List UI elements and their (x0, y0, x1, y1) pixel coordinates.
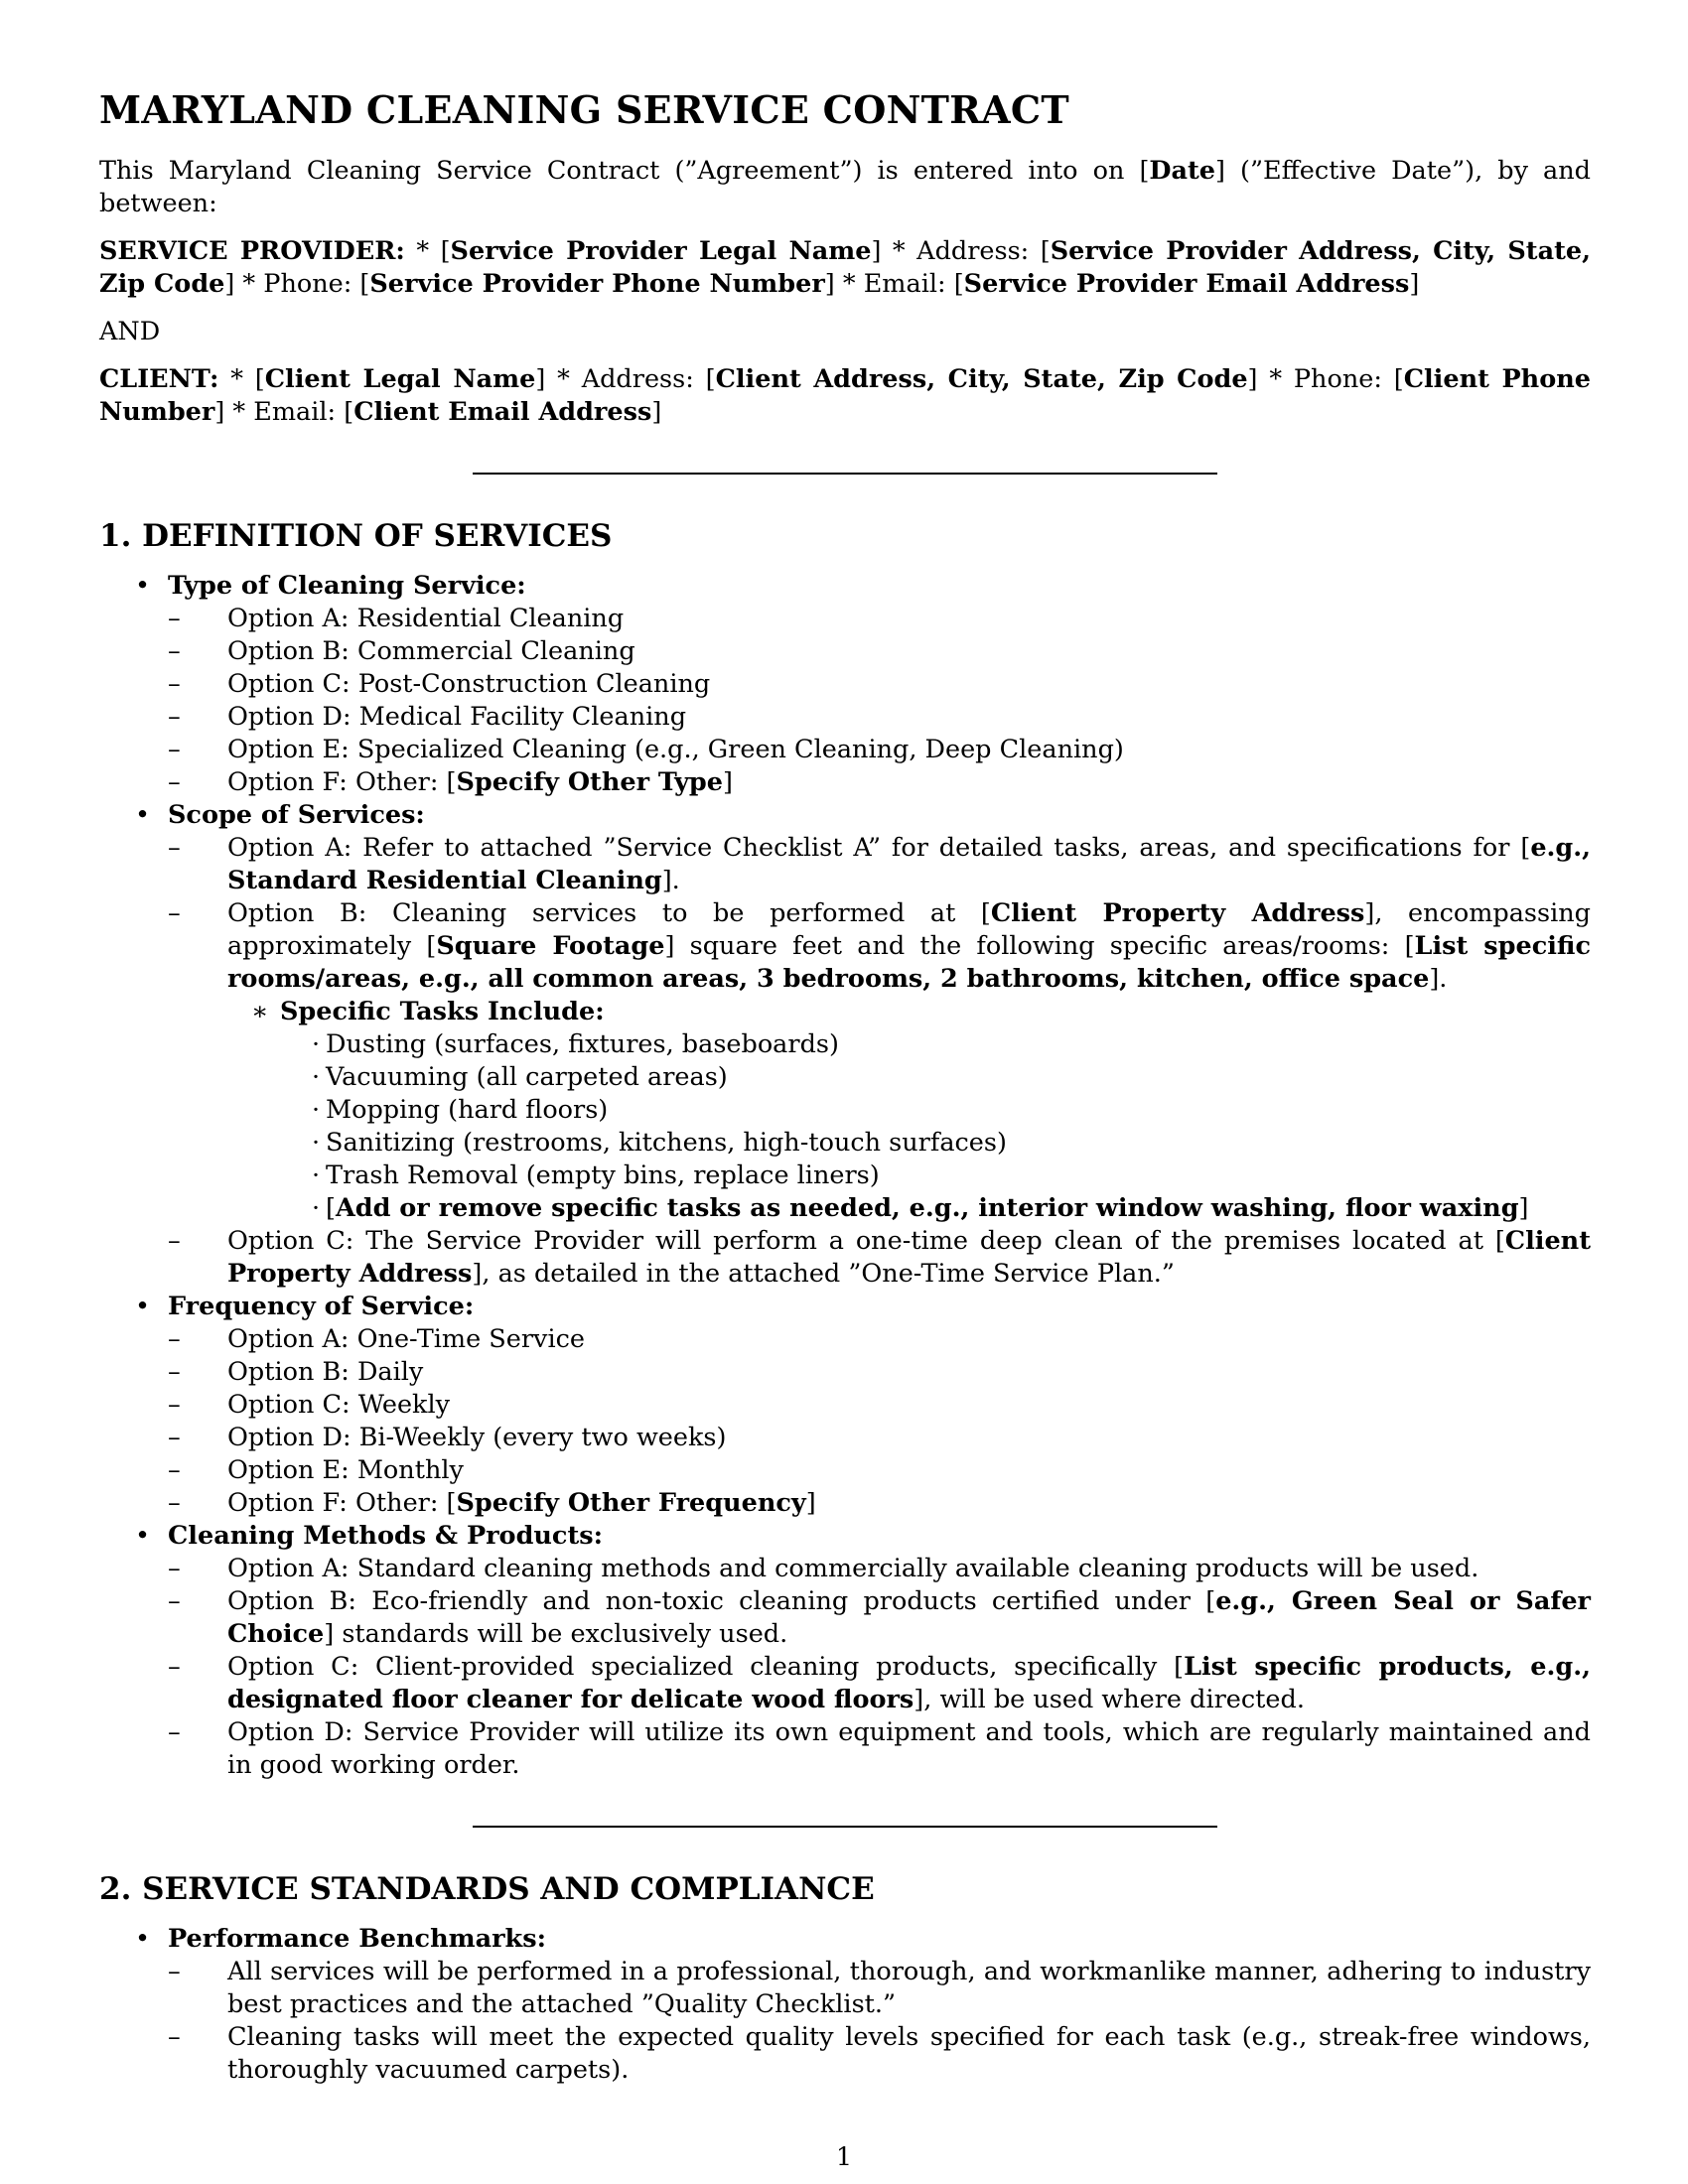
list-item: – Option B: Daily (168, 1357, 424, 1387)
client-label: CLIENT: (99, 364, 219, 394)
provider-phone-placeholder: Service Provider Phone Number (369, 269, 825, 299)
list-item: – Option D: Service Provider will utilize its own equipment and tools, which are regularly maintained and in good working order. (168, 1717, 1591, 1780)
list-item: · Sanitizing (restrooms, kitchens, high-touch surfaces) (312, 1128, 1007, 1158)
list-item: · Dusting (surfaces, fixtures, baseboards) (312, 1029, 839, 1059)
provider-name-placeholder: Service Provider Legal Name (450, 236, 872, 266)
list-item: – Option A: One-Time Service (168, 1324, 585, 1354)
and-text: AND (99, 317, 161, 346)
list-item: · Vacuuming (all carpeted areas) (312, 1062, 728, 1092)
list-item: • Frequency of Service: – Option A: One-Time Service – Option B: Daily – Option C: Weekly – Option D: Bi-Weekly (every two weeks) – Option E: Monthly – Option F: Other: [Specify Other Frequency] (99, 1291, 1591, 1520)
horizontal-rule (473, 473, 1217, 475)
list-item: • Performance Benchmarks: – All services will be performed in a professional, thorough, and workmanlike manner, adhering to industry best practices and the attached ”Quality Checklist.” – Cleaning tasks will meet the expected quality levels specified for each task (e.g., streak-free windows, thoroughly vacuumed carpets). (135, 1924, 1591, 2085)
service-provider-label: SERVICE PROVIDER: (99, 236, 405, 266)
list-item: – Option B: Cleaning services to be performed at [Client Property Address], encompassing approximately [Square Footage] square feet and the following specific areas/rooms: [List specific rooms/areas, e.g., all common areas, 3 bedrooms, 2 bathrooms, kitchen, office space]. ∗ Specific Tasks Include: · Dusting (surfaces, fixtures, baseboards) · Vacuuming (all carpeted areas) · Mopping (hard floors) · Sanitizing (restrooms, kitchens, high-touch surfaces) · Trash Removal (empty bins, replace liners) · [Add or remove specific tasks as needed, e.g., interior window washing, floor waxing] (168, 898, 1591, 1223)
list-item: · [Add or remove specific tasks as needed, e.g., interior window washing, floor waxing] (312, 1193, 1529, 1223)
list-item: – Option D: Bi-Weekly (every two weeks) (168, 1423, 727, 1452)
page-number: 1 (835, 2142, 853, 2172)
provider-address-placeholder: Service Provider Address, City, State, Zip Code (99, 236, 1591, 299)
list-item: – Option A: Standard cleaning methods and commercially available cleaning products will be used. (168, 1554, 1479, 1583)
date-placeholder: Date (1149, 156, 1216, 186)
service-provider-block: SERVICE PROVIDER: * [Service Provider Legal Name] * Address: [Service Provider Address, City, State, Zip Code] * Phone: [Service Provider Phone Number] * Email: [Service Provider Email Address] (99, 236, 1591, 299)
section-1-heading: 1. DEFINITION OF SERVICES (99, 518, 613, 554)
client-block: CLIENT: * [Client Legal Name] * Address: [Client Address, City, State, Zip Code] * Phone: [Client Phone Number] * Email: [Client Email Address] (99, 364, 1591, 427)
bullet-marker: • (135, 1292, 151, 1321)
list-item: – Option A: Refer to attached ”Service Checklist A” for detailed tasks, areas, and specifications for [e.g., Standard Residential Cleaning]. (168, 833, 1591, 895)
list-item: • Scope of Services: – Option A: Refer to attached ”Service Checklist A” for detailed tasks, areas, and specifications for [e.g., Standard Residential Cleaning]. – Option B: Cleaning services to be performed at [Client Property Address], encompassing approximately [Square Footage] square feet and the following specific areas/rooms: [List specific rooms/areas, e.g., all common areas, 3 bedrooms, 2 bathrooms, kitchen, office space]. ∗ Specific Tasks Include: · Dusting (surfaces, fixtures, baseboards) · Vacuuming (all carpeted areas) · Mopping (hard floors) · Sanitizing (restrooms, kitchens, high-touch surfaces) · Trash Removal (empty bins, replace liners) · [Add or remove specific tasks as needed, e.g., interior window washing, floor waxing] – Option C: The Service Provider will perform a one-time deep clean of the premises located at [Client Property Address], as detailed in the attached ”One-Time Service Plan.” (135, 800, 1591, 1289)
provider-email-placeholder: Service Provider Email Address (963, 269, 1410, 299)
list-item: – Option B: Commercial Cleaning (168, 636, 635, 666)
list-item: – Option C: The Service Provider will perform a one-time deep clean of the premises located at [Client Property Address], as detailed in the attached ”One-Time Service Plan.” (168, 1226, 1591, 1289)
horizontal-rule (473, 1826, 1217, 1828)
bullet-marker: • (135, 800, 151, 830)
list-item: • Type of Cleaning Service: – Option A: Residential Cleaning – Option B: Commercial Cleaning – Option C: Post-Construction Cleaning – Option D: Medical Facility Cleaning – Option E: Specialized Cleaning (e.g., Green Cleaning, Deep Cleaning) – Option F: Other: [Specify Other Type] (99, 570, 1591, 799)
list-item: – Option D: Medical Facility Cleaning (168, 702, 687, 732)
section-2-list (99, 1923, 1591, 2087)
intro-paragraph: This Maryland Cleaning Service Contract (”Agreement”) is entered into on [Date] (”Effective Date”), by and between: (99, 156, 1591, 218)
client-phone-placeholder: Client Phone Number (99, 364, 1591, 427)
client-name-placeholder: Client Legal Name (264, 364, 536, 394)
list-item: – Cleaning tasks will meet the expected quality levels specified for each task (e.g., streak-free windows, thoroughly vacuumed carpets). (168, 2022, 1591, 2085)
list-item: – Option C: Weekly (168, 1390, 451, 1420)
document-page (99, 87, 1591, 2087)
list-item: – Option F: Other: [Specify Other Frequency] (168, 1488, 816, 1518)
document-title: MARYLAND CLEANING SERVICE CONTRACT (99, 87, 1070, 132)
list-item: – All services will be performed in a professional, thorough, and workmanlike manner, adhering to industry best practices and the attached ”Quality Checklist.” (168, 1957, 1591, 2019)
list-item: – Option B: Eco-friendly and non-toxic cleaning products certified under [e.g., Green Seal or Safer Choice] standards will be exclusively used. (168, 1586, 1591, 1649)
section-1-list (99, 570, 1591, 1782)
bullet-marker: • (135, 1924, 151, 1954)
list-item: – Option C: Post-Construction Cleaning (168, 669, 711, 699)
list-item: – Option F: Other: [Specify Other Type] (168, 767, 733, 797)
list-item: ∗ Specific Tasks Include: · Dusting (surfaces, fixtures, baseboards) · Vacuuming (all carpeted areas) · Mopping (hard floors) · Sanitizing (restrooms, kitchens, high-touch surfaces) · Trash Removal (empty bins, replace liners) · [Add or remove specific tasks as needed, e.g., interior window washing, floor waxing] (227, 996, 1591, 1225)
list-item: – Option A: Residential Cleaning (168, 604, 625, 633)
section-2-heading: 2. SERVICE STANDARDS AND COMPLIANCE (99, 1871, 875, 1907)
list-item: – Option E: Monthly (168, 1455, 464, 1485)
list-item: • Cleaning Methods & Products: – Option A: Standard cleaning methods and commercially available cleaning products will be used. – Option B: Eco-friendly and non-toxic cleaning products certified under [e.g., Green Seal or Safer Choice] standards will be exclusively used. – Option C: Client-provided specialized cleaning products, specifically [List specific products, e.g., designated floor cleaner for delicate wood floors], will be used where directed. – Option D: Service Provider will utilize its own equipment and tools, which are regularly maintained and in good working order. (135, 1521, 1591, 1780)
bullet-marker: • (135, 571, 151, 601)
list-item: – Option E: Specialized Cleaning (e.g., Green Cleaning, Deep Cleaning) (168, 735, 1124, 764)
list-item: · Mopping (hard floors) (312, 1095, 609, 1125)
list-item: – Option C: Client-provided specialized cleaning products, specifically [List specific products, e.g., designated floor cleaner for delicate wood floors], will be used where directed. (168, 1652, 1591, 1714)
client-address-placeholder: Client Address, City, State, Zip Code (715, 364, 1248, 394)
client-email-placeholder: Client Email Address (353, 397, 652, 427)
list-item: · Trash Removal (empty bins, replace liners) (312, 1160, 880, 1190)
bullet-marker: • (135, 1521, 151, 1551)
